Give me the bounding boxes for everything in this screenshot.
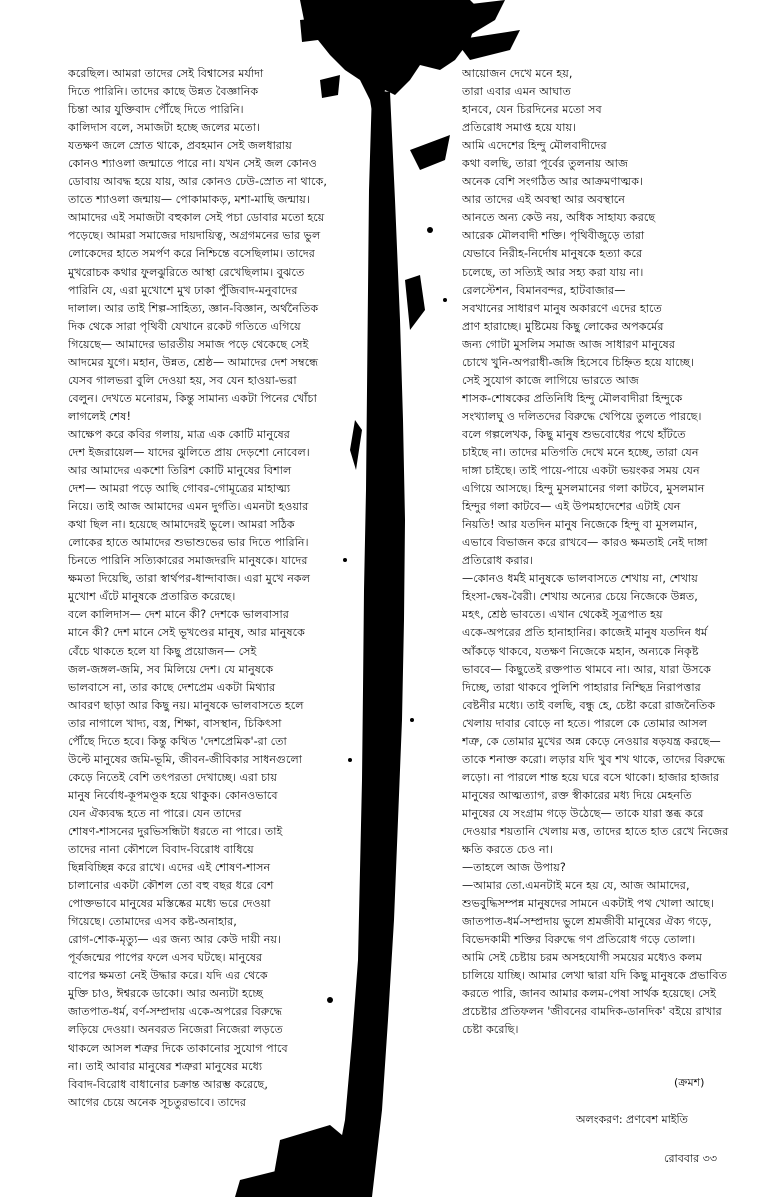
text-line: মুক্তি চাও, ঈশ্বরকে ডাকো। আর অন্যটা হচ্ছে — [68, 987, 264, 1001]
text-line: দাঙ্গা চাইছে। তাই পায়ে-পায়ে একটা ভয়ংকর সময় যেন — [462, 464, 700, 478]
text-line: —কোনও ধর্মই মানুষকে ভালবাসতে শেখায় না, শেখায় — [462, 572, 698, 586]
text-line: প্রচেষ্টার প্রতিফলন 'জীবনের বামদিক-ডানদিক' বইয়ে রাখার — [462, 1005, 722, 1019]
text-line: আগের চেয়ে অনেক সূচতুরভাবে। তাদের — [68, 1095, 247, 1109]
text-line: মহৎ, শ্রেষ্ঠ ভাবতে। এখান থেকেই সূত্রপাত হয় — [462, 608, 663, 622]
text-line: আয়োজন দেখে মনে হয়, — [462, 67, 573, 80]
text-line: রেলস্টেশন, বিমানবন্দর, হাটবাজার— — [462, 283, 626, 297]
text-line: কোনও শ্যাওলা জন্মাতে পারে না। যখন সেই জল কোনও — [68, 157, 317, 171]
text-line: চালানোর একটা কৌশল তো বহু বছর ধরে বেশ — [68, 879, 274, 893]
text-line: জল-জঙ্গল-জমি, সব মিলিয়ে দেশ। যে মানুষকে — [68, 662, 274, 676]
text-line: চলেছে, তা সত্যিই আর সহ্য করা যায় না। — [462, 265, 644, 279]
text-line: —আমার তো.এমনটাই মনে হয় যে, আজ আমাদের, — [462, 879, 690, 893]
text-line: কথা বলছি, তারা পূর্বের তুলনায় আজ — [462, 157, 629, 171]
text-line: তাদের নানা কৌশলে বিবাদ-বিরোধ বাধিয়ে — [68, 843, 254, 857]
text-line: শুভবুদ্ধিসম্পন্ন মানুষদের সামনে একটাই পথ খোলা আছে। — [462, 897, 714, 911]
text-line: এভাবে বিভাজন করে রাখবে— কারও ক্ষমতাই নেই দাঙ্গা — [462, 536, 708, 550]
text-line: বলে গল্পলেখক, কিছু মানুষ শুভবোধের পথে হাঁটতে — [462, 427, 686, 441]
text-line: আনতে অন্য কেউ নয়, অধিক সাহায্য করছে — [462, 211, 656, 225]
text-line: আর আমাদের একশো তিরিশ কোটি মানুষের বিশাল — [68, 464, 292, 478]
text-line: যেন ঐক্যবদ্ধ হতে না পারে। যেন তাদের — [68, 806, 242, 820]
text-line: আমি সেই চেষ্টায় চরম অসহযোগী সময়ের মধ্যেও কলম — [462, 951, 702, 965]
text-line: জন্য গোটা মুসলিম সমাজ আজ সাধারণ মানুষের — [462, 337, 676, 351]
text-line: হিংসা-দ্বেষ-বৈরী। শেখায় অন্যের চেয়ে নিজেকে উন্নত, — [462, 590, 698, 604]
text-line: বেঁচে থাকতে হলে যা কিছু প্রয়োজন— সেই — [68, 644, 257, 658]
text-line: মুখরোচক কথার ফুলঝুরিতে আস্থা রেখেছিলাম। বুঝতে — [68, 265, 305, 279]
text-line: তাতে শ্যাওলা জন্মায়— পোকামাকড়, মশা-মাছি জন্মায়। — [68, 193, 310, 207]
text-line: গিয়েছে— আমাদের ভারতীয় সমাজ পড়ে থেকেছে সেই — [68, 337, 309, 351]
text-line: রোগ-শোক-মৃত্যু— এর জন্য আর কেউ দায়ী নয়। — [68, 933, 282, 947]
text-line: মানে কী? দেশ মানে সেই ভূখণ্ডের মানুষ, আর মানুষকে — [68, 626, 305, 640]
text-line: পৌঁছে দিতে হবে। কিন্তু কথিত 'দেশপ্রেমিক'-রা তো — [68, 734, 287, 748]
text-line: শত্রু, কে তোমার মুখের অন্ন কেড়ে নেওয়ার ষড়যন্ত্র করছে— — [462, 734, 721, 748]
text-line: সেই সুযোগ কাজে লাগিয়ে ভারতে আজ — [462, 373, 639, 387]
text-line: পারিনি যে, এরা মুখোশে মুখ ঢাকা পুঁজিবাদ-মনুবাদের — [68, 283, 298, 297]
text-line: গিয়েছে। তোমাদের এসব কষ্ট-অনাহার, — [68, 915, 237, 929]
continued-label: (ক্রমশ) — [674, 1076, 705, 1089]
text-line: চালিয়ে যাচ্ছি। আমার লেখা দ্বারা যদি কিছু মানুষকে প্রভাবিত — [462, 969, 727, 983]
text-line: অনেক বেশি সংগঠিত আর আক্রমণাত্মক। — [462, 175, 644, 189]
text-line: হানবে, যেন চিরদিনের মতো সব — [462, 103, 602, 117]
text-line: আমি এদেশের হিন্দু মৌলবাদীদের — [462, 139, 607, 153]
text-line: আমাদের এই সমাজটা বহুকাল সেই পচা ডোবার মতো হয়ে — [68, 211, 325, 225]
text-line: বিভেদকামী শক্তির বিরুদ্ধে গণ প্রতিরোধ গড়ে তোলা। — [462, 933, 696, 947]
text-line: ছিন্নবিচ্ছিন্ন করে রাখে। এদের এই শোষণ-শাসন — [68, 861, 271, 875]
text-line: খেলায় দাবার বোড়ে না হতে। পারলে কে তোমার আসল — [462, 716, 708, 730]
text-line: আদমের যুগে। মহান, উন্নত, শ্রেষ্ঠ— আমাদের দেশ সম্বন্ধে — [68, 355, 319, 369]
text-line: ডোবায় আবদ্ধ হয়ে যায়, আর কোনও ঢেউ-স্রোত না থাকে, — [68, 175, 327, 189]
text-line: বিবাদ-বিরোধ বাধানোর চক্রান্ত আরম্ভ করেছে, — [68, 1077, 268, 1091]
text-line: নিয়ে। তাই আজ আমাদের এমন দুর্গতি। এমনটা হওয়ার — [68, 500, 309, 514]
text-line: বেলুন। দেখতে মনোরম, কিন্তু সামান্য একটা পিনের খোঁচা — [68, 391, 317, 405]
text-line: বলে কালিদাস— দেশ মানে কী? দেশকে ভালবাসার — [68, 608, 289, 622]
text-line: বেষ্টনীর মধ্যে। তাই বলছি, বন্ধু হে, চেষ্টা করো রাজনৈতিক — [462, 698, 716, 712]
text-line: শোষণ-শাসনের দুরভিসন্ধিটা ধরতে না পারে। তাই — [68, 824, 283, 838]
text-line: একে-অপরের প্রতি হানাহানির। কাজেই মানুষ যতদিন ধর্ম — [462, 626, 708, 640]
text-line: ক্ষমতা দিয়েছি, তারা স্বার্থপর-ধান্দাবাজ। এরা মুখে নকল — [68, 572, 311, 586]
text-line: লড়িয়ে দেওয়া। অনবরত নিজেরা নিজেরা লড়তে — [68, 1023, 283, 1037]
text-line: আর তাদের এই অবস্থা আর অবস্থানে — [462, 193, 625, 207]
text-line: লোকেদের হাতে সমর্পণ করে নিশ্চিন্তে বসেছিলাম। তাদের — [68, 247, 315, 261]
text-line: যতক্ষণ জলে স্রোত থাকে, প্রবহমান সেই জলধারায় — [68, 139, 292, 153]
text-line: কালিদাস বলে, সমাজটা হচ্ছে জলের মতো। — [68, 121, 261, 135]
text-line: চিন্তা আর যুক্তিবাদ পৌঁছে দিতে পারিনি। — [68, 103, 244, 117]
text-line: আক্ষেপ করে কবির গলায়, মাত্র এক কোটি মানুষের — [68, 427, 290, 441]
text-line: না। তাই আবার মানুষের শত্রুরা মানুষের মধ্যে — [68, 1059, 263, 1073]
text-line: তারা এবার এমন আঘাত — [462, 85, 571, 99]
text-line: দিচ্ছে, তারা থাকবে পুলিশি পাহারার নিশ্ছিদ্র নিরাপত্তার — [462, 680, 701, 694]
right-text-column — [462, 65, 760, 1040]
text-line: কথা ছিল না। হয়েছে আমাদেরই ভুলে। আমরা সঠিক — [68, 518, 295, 532]
text-line: পূর্বজন্মের পাপের ফলে এসব ঘটছে। মানুষের — [68, 951, 263, 965]
text-line: পড়েছে। আমরা সমাজের দায়দায়িত্ব, অগ্রগমনের ভার ভুল — [68, 229, 321, 243]
text-line: মানুষের আত্মত্যাগ, রক্ত স্বীকারের মধ্য দিয়ে মেহনতি — [462, 788, 692, 802]
text-line: যেসব গালভরা বুলি দেওয়া হয়, সব যেন হাওয়া-ভরা — [68, 373, 297, 387]
text-line: দালাল। আর তাই শিল্প-সাহিত্য, জ্ঞান-বিজ্ঞান, অর্থনৈতিক — [68, 301, 319, 315]
text-line: মানুষের যে সংগ্রাম গড়ে উঠেছে— তাকে যারা স্তব্ধ করে — [462, 806, 704, 820]
text-line: আঁকড়ে থাকবে, যতক্ষণ নিজেকে মহান, অন্যকে নিকৃষ্ট — [462, 644, 699, 658]
text-line: চেষ্টা করেছি। — [462, 1023, 519, 1037]
text-line: আরেক মৌলবাদী শক্তি। পৃথিবীজুড়ে তারা — [462, 229, 645, 243]
text-line: প্রাণ হারাচ্ছে। মুষ্টিমেয় কিছু লোকের অপকর্মের — [462, 319, 664, 333]
text-line: লড়ো। না পারলে শান্ত হয়ে ঘরে বসে থাকো। হাজার হাজার — [462, 770, 720, 784]
text-line: —তাহলে আজ উপায়? — [462, 861, 566, 875]
text-line: করতে পারি, জানব আমার কলম-পেষা সার্থক হয়েছে। সেই — [462, 987, 716, 1001]
text-line: জাতপাত-ধর্ম-সম্প্রদায় ভুলে শ্রমজীবী মানুষের ঐক্য গড়ে, — [462, 915, 712, 929]
text-line: করেছিল। আমরা তাদের সেই বিশ্বাসের মর্যাদা — [68, 67, 264, 80]
text-line: ভাববে— কিছুতেই রক্তপাত থামবে না। আর, যারা উসকে — [462, 662, 711, 676]
text-line: যেভাবে নিরীহ-নির্দোষ মানুষকে হত্যা করে — [462, 247, 643, 261]
text-line: চিনতে পারিনি সত্যিকারের সমাজদরদি মানুষকে। যাদের — [68, 554, 308, 568]
text-line: লোকের হাতে আমাদের শুভাশুভের ভার দিতে পারিনি। — [68, 536, 309, 550]
text-line: প্রতিরোধ সমাপ্ত হয়ে যায়। — [462, 121, 577, 135]
text-line: মানুষ নির্বোধ-কূপমণ্ডূক হয়ে থাকুক। কোনওভাবে — [68, 788, 278, 802]
text-line: দিতে পারিনি। তাদের কাছে উন্নত বৈজ্ঞানিক — [68, 85, 259, 99]
text-line: দেশ ইজরায়েল— যাদের ঝুলিতে প্রায় দেড়শো নোবেল। — [68, 445, 310, 459]
text-line: বাপের ক্ষমতা নেই উদ্ধার করে। যদি এর থেকে — [68, 969, 268, 983]
text-line: থাকলে আসল শত্রুর দিকে তাকানোর সুযোগ পাবে — [68, 1041, 288, 1055]
text-line: চোখে খুনি-অপরাধী-জঙ্গি হিসেবে চিহ্নিত হয়ে যাচ্ছে। — [462, 355, 695, 369]
text-line: ক্ষতি করতে চেও না। — [462, 843, 553, 857]
text-line: এগিয়ে আসছে। হিন্দু মুসলমানের গলা কাটবে, মুসলমান — [462, 482, 705, 496]
text-line: তার নাগালে খাদ্য, বস্ত্র, শিক্ষা, বাসস্থান, চিকিৎসা — [68, 716, 282, 730]
text-line: পোক্তভাবে মানুষের মস্তিষ্কের মধ্যে ভরে দেওয়া — [68, 897, 271, 911]
text-line: মুখোশ এঁটে মানুষকে প্রতারিত করেছে। — [68, 590, 236, 604]
text-line: চাইছে না। তাদের মতিগতি দেখে মনে হচ্ছে, তারা যেন — [462, 445, 699, 459]
illustration-credit: অলংকরণ: প্রণবেশ মাইতি — [576, 1113, 688, 1126]
text-line: দেশ— আমরা পড়ে আছি গোবর-গোমূত্রের মাহাত্ম্য — [68, 482, 291, 496]
page-footer: রোববার ৩৩ — [664, 1152, 717, 1165]
text-line: লাগলেই শেষ! — [68, 409, 131, 423]
left-text-column — [68, 65, 368, 1112]
text-line: জাতপাত-ধর্ম, বর্ণ-সম্প্রদায় একে-অপরের বিরুদ্ধে — [68, 1005, 283, 1019]
text-line: সবখানের সাধারণ মানুষ অকারণে এদের হাতে — [462, 301, 662, 315]
text-line: কেড়ে নিতেই বেশি তৎপরতা দেখাচ্ছে। এরা চায় — [68, 770, 277, 784]
text-line: উল্টে মানুষের জমি-ভূমি, জীবন-জীবিকার সাধনগুলো — [68, 752, 303, 766]
text-line: আবরণ ছাড়া আর কিছু নয়। মানুষকে ভালবাসতে হলে — [68, 698, 304, 712]
text-line: দেওয়ার শয়তানি খেলায় মত্ত, তাদের হাতে হাত রেখে নিজের — [462, 824, 729, 838]
text-line: সংখ্যালঘু ও দলিতদের বিরুদ্ধে খেপিয়ে তুলতে পারছে। — [462, 409, 702, 423]
text-line: শাসক-শোষকের প্রতিনিধি হিন্দু মৌলবাদীরা হিন্দুকে — [462, 391, 683, 405]
text-line: প্রতিরোধ করার। — [462, 554, 534, 568]
text-line: দিক থেকে সারা পৃথিবী যেখানে রকেট গতিতে এগিয়ে — [68, 319, 301, 333]
text-line: নিয়তি! আর যতদিন মানুষ নিজেকে হিন্দু বা মুসলমান, — [462, 518, 698, 532]
text-line: ভালবাসে না, তার কাছে দেশপ্রেম একটা মিথ্যার — [68, 680, 276, 694]
text-line: হিন্দুর গলা কাটবে— এই উপমহাদেশের এটাই যেন — [462, 500, 681, 514]
text-line: তাকে শনাক্ত করো। লড়ার যদি খুব শখ থাকে, তাদের বিরুদ্ধে — [462, 752, 726, 766]
